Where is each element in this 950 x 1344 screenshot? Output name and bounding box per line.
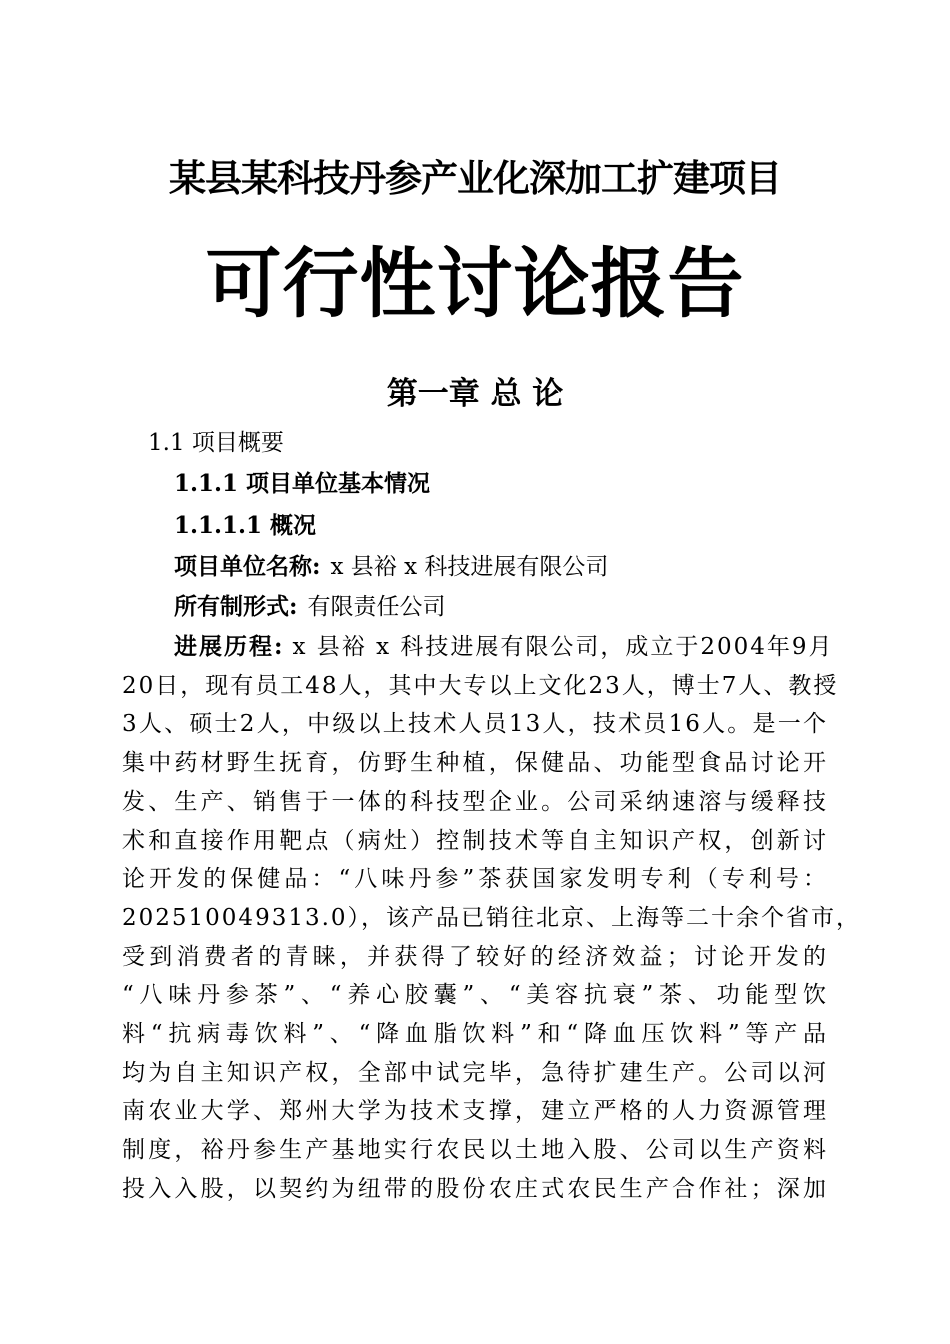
field-company-name: [174, 549, 608, 585]
section-heading-1-1: 1.1 项目概要: [148, 430, 284, 456]
field-label: 项目单位名称:: [174, 553, 321, 580]
paragraph-line: 发、生产、销售于一体的科技型企业。公司采纳速溶与缓释技: [122, 788, 828, 815]
section-heading-1-1-1-1: 1.1.1.1 概况: [174, 512, 317, 539]
paragraph-line: 受到消费者的青睐，并获得了较好的经济效益；讨论开发的: [122, 943, 828, 970]
paragraph-line: 料“抗病毒饮料”、“降血脂饮料”和“降血压饮料”等产品: [122, 1021, 828, 1048]
paragraph-line: 术和直接作用靶点（病灶）控制技术等自主知识产权，创新讨: [122, 827, 828, 854]
chapter-heading: 第一章 总 论: [386, 376, 564, 412]
paragraph-line: 均为自主知识产权，全部中试完毕，急待扩建生产。公司以河: [122, 1059, 828, 1086]
section-heading-1-1-1: 1.1.1 项目单位基本情况: [174, 470, 431, 497]
field-value: 有限责任公司: [307, 594, 446, 620]
history-label: 进展历程:: [174, 633, 285, 660]
paragraph-line: 202510049313.0），该产品已销往北京、上海等二十余个省市，: [122, 904, 862, 931]
field-label: 所有制形式:: [174, 593, 298, 620]
paragraph-line: 论开发的保健品：“八味丹参”茶获国家发明专利（专利号：: [122, 866, 828, 893]
report-title: 可行性讨论报告: [205, 239, 745, 328]
field-value: x 县裕 x 科技进展有限公司: [330, 554, 609, 580]
paragraph-line: 投入入股，以契约为纽带的股份农庄式农民生产合作社；深加: [122, 1175, 828, 1202]
paragraph-line: 南农业大学、郑州大学为技术支撑，建立严格的人力资源管理: [122, 1098, 828, 1125]
paragraph-line-text: x 县裕 x 科技进展有限公司，成立于2004年9月: [292, 634, 834, 660]
paragraph-line: 20日，现有员工48人，其中大专以上文化23人，博士7人、教授: [122, 672, 839, 699]
paragraph-line: “八味丹参茶”、“养心胶囊”、“美容抗衰”茶、功能型饮: [122, 982, 828, 1009]
paragraph-line: 集中药材野生抚育，仿野生种植，保健品、功能型食品讨论开: [122, 750, 828, 777]
paragraph-line: 制度，裕丹参生产基地实行农民以土地入股、公司以生产资料: [122, 1137, 828, 1164]
paragraph-line: 3人、硕士2人，中级以上技术人员13人，技术员16人。是一个: [122, 711, 828, 738]
paragraph-line: [122, 628, 834, 667]
history-paragraph: [122, 628, 862, 1209]
project-title: 某县某科技丹参产业化深加工扩建项目: [169, 157, 781, 200]
field-ownership: [174, 589, 446, 625]
